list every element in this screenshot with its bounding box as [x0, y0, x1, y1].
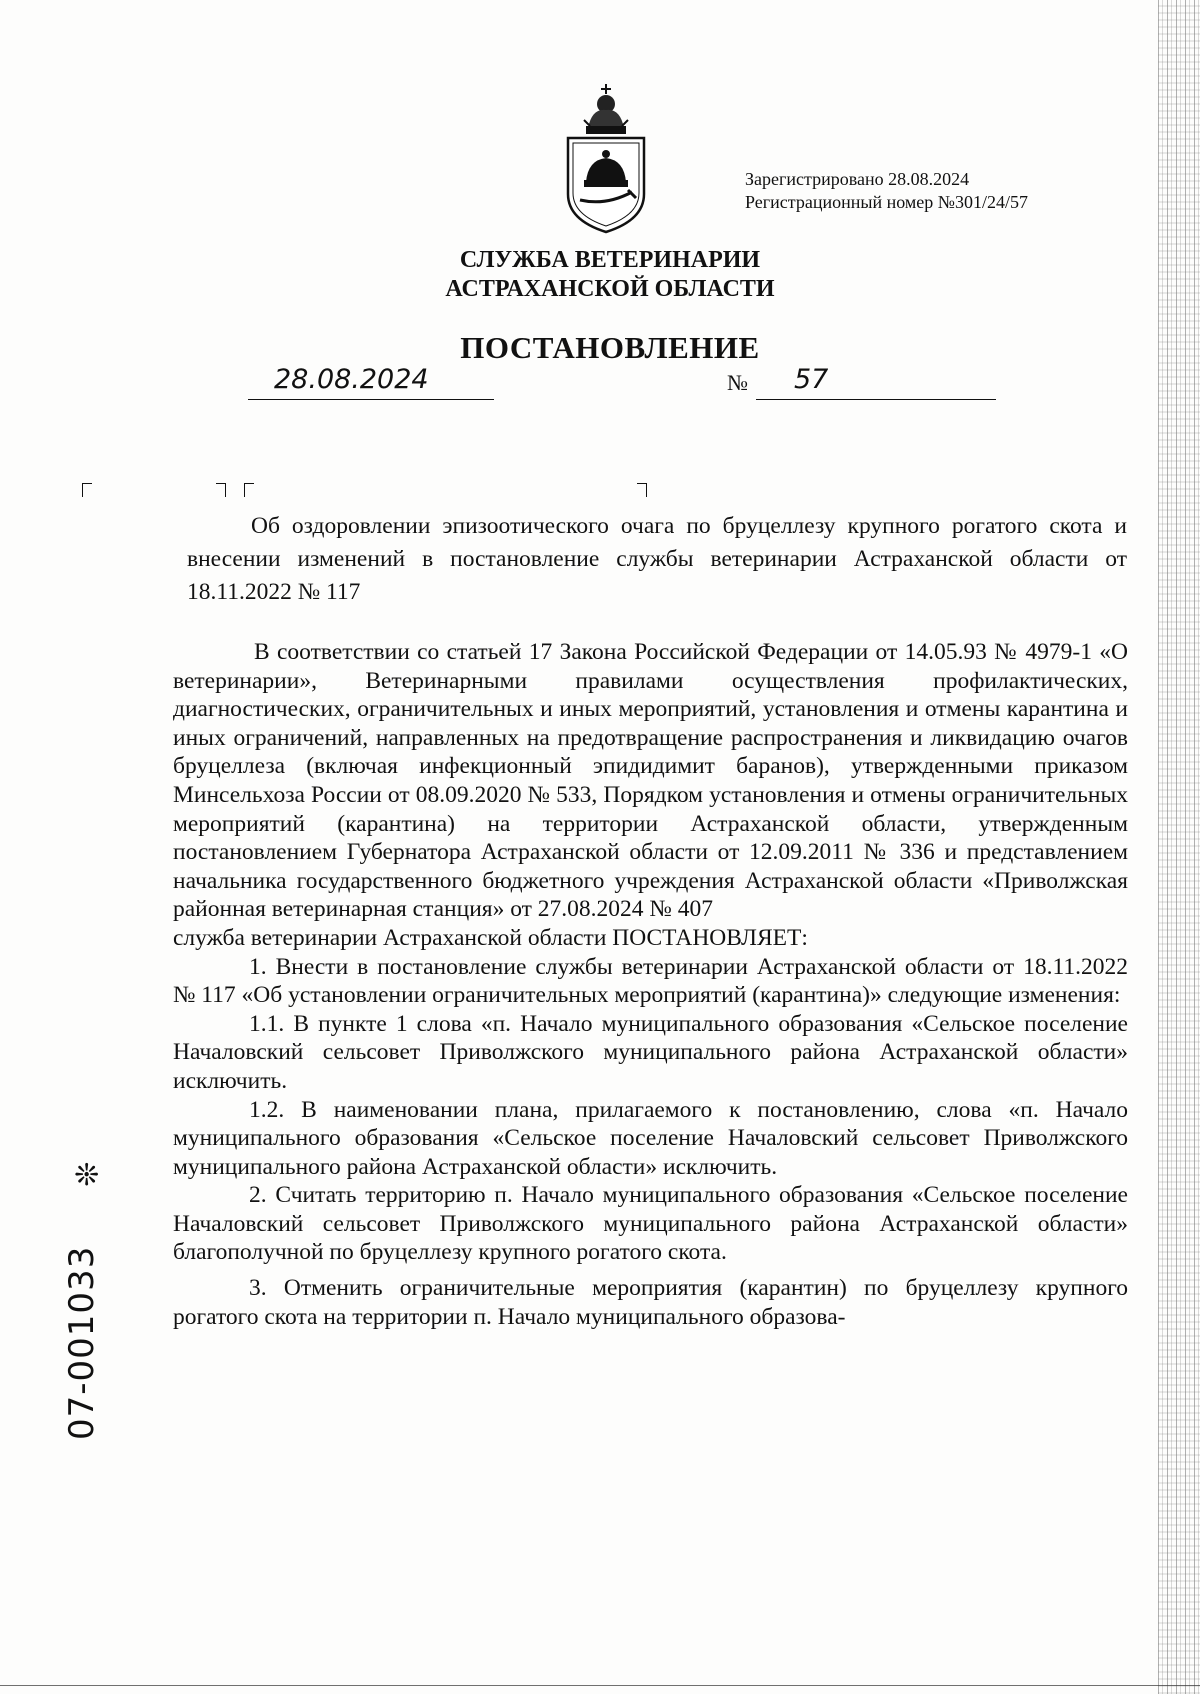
corner-bracket: [216, 483, 226, 497]
item-1-1: 1.1. В пункте 1 слова «п. Начало муниципального образования «Сельское поселение Началовский сельсовет Приволжского муниципального района Астраханской области» исключить.: [173, 1010, 1128, 1094]
corner-bracket: [244, 483, 254, 497]
corner-bracket: [637, 483, 647, 497]
registration-number: Регистрационный номер №301/24/57: [745, 192, 1028, 212]
preamble-paragraph: В соответствии со статьей 17 Закона Российской Федерации от 14.05.93 № 4979-1 «О ветеринарии», Ветеринарными правилами осуществления профилактических, диагностических, ограничительных и иных мероприятий, установления и отмены карантина и иных ограничений, направленных на предотвращение распространения и ликвидацию очагов бруцеллеза (включая инфекционный эпидидимит баранов), утвержденными приказом Минсельхоза России от 08.09.2020 № 533, Порядком установления и отмены ограничительных мероприятий (карантина) на территории Астраханской области, утвержденным постановлением Губернатора Астраханской области от 12.09.2011 № 336 и представлением начальника государственного бюджетного учреждения Астраханской области «Приволжская районная ветеринарная станция» от 27.08.2024 № 407: [173, 639, 1128, 923]
registration-block: [745, 168, 1028, 214]
service-title: [0, 246, 1200, 304]
resolves-line: служба ветеринарии Астраханской области ПОСТАНОВЛЯЕТ:: [173, 924, 808, 951]
item-1-2: 1.2. В наименовании плана, прилагаемого к постановлению, слова «п. Начало муниципального образования «Сельское поселение Началовский сельсовет Приволжского муниципального района Астраханской области» исключить.: [173, 1096, 1128, 1180]
document-subject: Об оздоровлении эпизоотического очага по бруцеллезу крупного рогатого скота и внесении изменений в постановление службы ветеринарии Астраханской области от 18.11.2022 № 117: [187, 513, 1127, 605]
side-stamp-number: 07-001033: [62, 1245, 102, 1440]
service-title-line1: СЛУЖБА ВЕТЕРИНАРИИ: [459, 247, 761, 273]
item-3: 3. Отменить ограничительные мероприятия (карантин) по бруцеллезу крупного рогатого скота на территории п. Начало муниципального образова-: [173, 1275, 1128, 1330]
document-body: [173, 638, 1128, 1331]
item-1: 1. Внести в постановление службы ветеринарии Астраханской области от 18.11.2022 № 117 «Об установлении ограничительных мероприятий (карантина)» следующие изменения:: [173, 953, 1128, 1009]
handwritten-date: 28.08.2024: [248, 364, 494, 400]
number-label: №: [727, 370, 748, 395]
handwritten-number: 57: [756, 364, 996, 400]
document-type-heading: ПОСТАНОВЛЕНИЕ: [460, 330, 760, 365]
item-2: 2. Считать территорию п. Начало муниципального образования «Сельское поселение Началовский сельсовет Приволжского муниципального района Астраханской области» благополучной по бруцеллезу крупного рогатого скота.: [173, 1182, 1128, 1266]
coat-of-arms-emblem: [562, 82, 650, 234]
registration-date: Зарегистрировано 28.08.2024: [745, 169, 970, 189]
service-title-line2: АСТРАХАНСКОЙ ОБЛАСТИ: [445, 276, 775, 302]
side-stamp-mark: ❊: [74, 1158, 100, 1193]
scan-bottom-line: [0, 1685, 1200, 1686]
corner-bracket: [82, 483, 92, 497]
